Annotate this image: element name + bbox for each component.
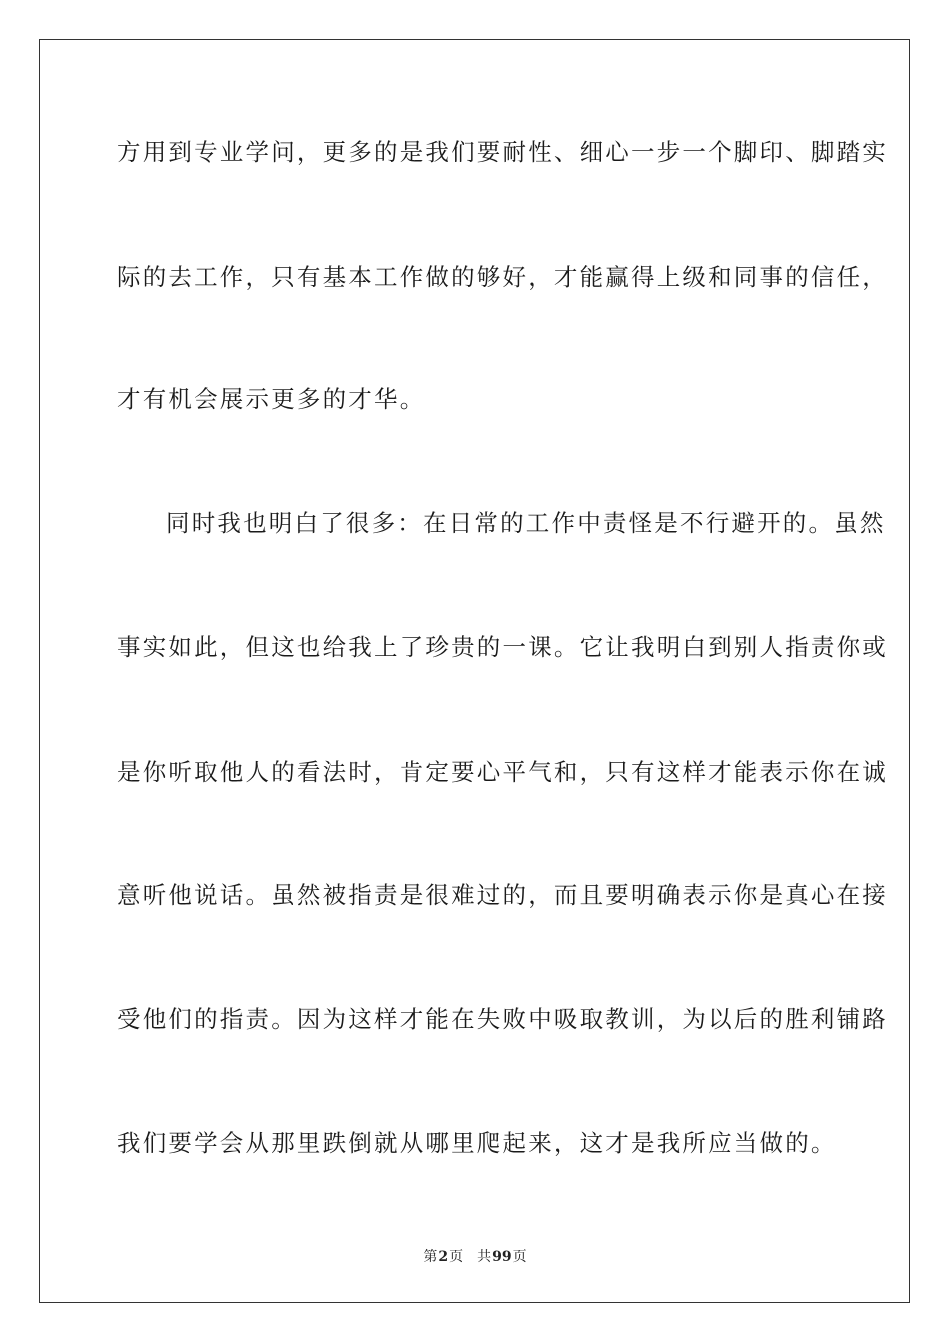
total-prefix: 共 bbox=[477, 1249, 492, 1265]
total-pages: 99 bbox=[492, 1249, 512, 1265]
body-line-3: 才有机会展示更多的才华。 bbox=[117, 385, 426, 413]
body-line-5: 事实如此，但这也给我上了珍贵的一课。它让我明白到别人指责你或 bbox=[117, 633, 888, 661]
total-suffix: 页 bbox=[512, 1249, 527, 1265]
body-line-2: 际的去工作，只有基本工作做的够好，才能赢得上级和同事的信任， bbox=[117, 263, 888, 291]
page-number: 2 bbox=[438, 1249, 449, 1265]
body-line-6: 是你听取他人的看法时，肯定要心平气和，只有这样才能表示你在诚 bbox=[117, 758, 888, 786]
body-line-9: 我们要学会从那里跌倒就从哪里爬起来，这才是我所应当做的。 bbox=[117, 1129, 837, 1157]
page-footer bbox=[0, 1248, 950, 1266]
body-line-1: 方用到专业学问，更多的是我们要耐性、细心一步一个脚印、脚踏实 bbox=[117, 138, 888, 166]
body-line-7: 意听他说话。虽然被指责是很难过的，而且要明确表示你是真心在接 bbox=[117, 881, 888, 909]
page-border bbox=[39, 39, 910, 1303]
page-prefix: 第 bbox=[423, 1249, 438, 1265]
page-suffix: 页 bbox=[449, 1249, 464, 1265]
body-line-4: 同时我也明白了很多：在日常的工作中责怪是不行避开的。虽然 bbox=[166, 509, 886, 537]
body-line-8: 受他们的指责。因为这样才能在失败中吸取教训，为以后的胜利铺路 bbox=[117, 1005, 888, 1033]
